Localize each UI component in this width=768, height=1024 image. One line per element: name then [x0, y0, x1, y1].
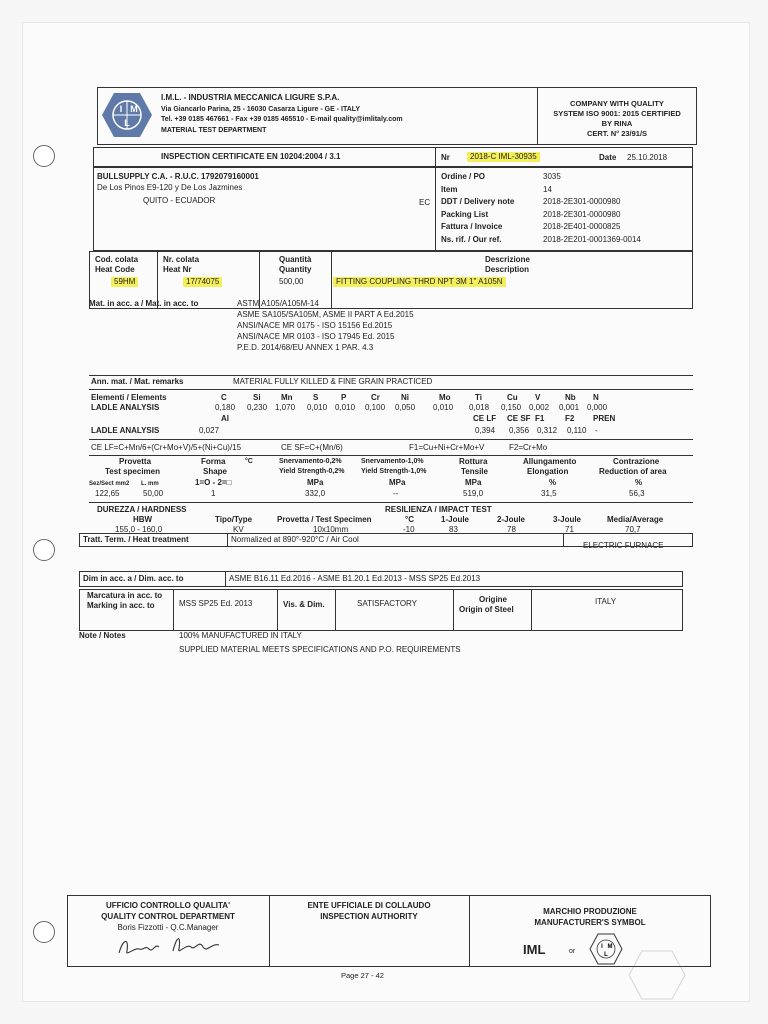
tensile-allungamento: Allungamento	[523, 457, 577, 466]
heat-code-value: 59HM	[111, 277, 138, 287]
material-line: ASTM A105/A105M-14	[237, 299, 319, 308]
notes-line-1: 100% MANUFACTURED IN ITALY	[179, 631, 302, 640]
extra-value: 0,110	[567, 426, 587, 435]
element-value: 0,100	[365, 403, 386, 412]
punch-hole-top	[33, 145, 55, 167]
origin-label-it: Origine	[479, 595, 508, 604]
element-value: 1,070	[275, 403, 296, 412]
item-description: FITTING COUPLING THRD NPT 3M 1" A105N	[333, 277, 506, 287]
dims-div	[225, 571, 226, 587]
mark-or: or	[569, 948, 576, 955]
tensile-forma: Forma	[201, 457, 226, 466]
order-value: 2018-2E301-0000980	[543, 197, 621, 206]
marking-div-2	[277, 589, 278, 631]
extra-header: F2	[565, 414, 575, 423]
element-header: V	[535, 393, 541, 402]
insp-label-en: INSPECTION AUTHORITY	[320, 912, 418, 921]
punch-hole-middle	[33, 539, 55, 561]
remarks-rule-top	[89, 375, 693, 376]
item-div-3	[331, 251, 332, 309]
element-value: 0,018	[469, 403, 490, 412]
tensile-shape: Shape	[203, 467, 228, 476]
al-header: Al	[221, 414, 229, 423]
order-label: Fattura / Invoice	[441, 222, 503, 231]
company-contact: Tel. +39 0185 467661 - Fax +39 0185 465510 - E-mail quality@imlitaly.com	[161, 116, 403, 123]
tensile-yield1-it: Snervamento-1,0%	[361, 458, 424, 465]
heat-treat-label: Tratt. Term. / Heat treatment	[83, 535, 189, 544]
extra-header: F1	[535, 414, 545, 423]
element-value: 0,001	[559, 403, 580, 412]
tensile-sez: Sez/Sect mm2	[89, 481, 130, 487]
element-value: 0,150	[501, 403, 522, 412]
impact-spec-value: 10x10mm	[313, 525, 349, 534]
tensile-contrazione: Contrazione	[613, 457, 660, 466]
impact-j1-label: 1-Joule	[441, 515, 470, 524]
element-header: Ti	[475, 393, 482, 402]
symbol-letter-l: L	[604, 952, 608, 958]
mark-label-it: MARCHIO PRODUZIONE	[543, 907, 637, 916]
element-header: N	[593, 393, 599, 402]
logo-letter-l: L	[124, 118, 130, 128]
element-header: C	[221, 393, 227, 402]
formula-f1: F1=Cu+Ni+Cr+Mo+V	[409, 443, 485, 452]
insp-label-it: ENTE UFFICIALE DI COLLAUDO	[307, 901, 431, 910]
order-label: DDT / Delivery note	[441, 197, 515, 206]
tensile-elong-value: 31,5	[541, 489, 557, 498]
material-label: Mat. in acc. a / Mat. in acc. to	[89, 299, 199, 308]
element-value: 0,180	[215, 403, 236, 412]
order-value: 2018-2E201-0001369-0014	[543, 234, 641, 244]
tensile-yield-value: 332,0	[305, 489, 326, 498]
marking-label-en: Marking in acc. to	[87, 601, 155, 610]
formula-rule	[89, 455, 693, 456]
impact-kv: KV	[233, 525, 244, 534]
order-label: Ns. rif. / Our ref.	[441, 234, 502, 244]
heat-nr-label-en: Heat Nr	[163, 265, 192, 274]
element-header: Mn	[281, 393, 293, 402]
notes-label: Note / Notes	[79, 631, 126, 640]
quality-line-2: SYSTEM ISO 9001: 2015 CERTIFIED	[553, 109, 681, 118]
ladle-analysis-label-2: LADLE ANALYSIS	[91, 426, 160, 435]
impact-c-label: °C	[405, 515, 414, 524]
cert-date-value: 25.10.2018	[627, 153, 668, 162]
tensile-yield-en: Yield Strength-0,2%	[279, 468, 345, 475]
heat-treat-furnace: ELECTRIC FURNACE	[583, 541, 664, 550]
extra-value: 0,312	[537, 426, 558, 435]
marking-box	[79, 589, 683, 631]
tensile-yield1-value: --	[393, 489, 399, 498]
tensile-lmm: L. mm	[141, 481, 159, 487]
tensile-tensile-mpa: MPa	[465, 478, 482, 487]
tensile-elongation: Elongation	[527, 467, 569, 476]
dims-value: ASME B16.11 Ed.2016 - ASME B1.20.1 Ed.2013 - MSS SP25 Ed.2013	[229, 574, 481, 583]
desc-label-en: Description	[485, 265, 530, 274]
tensile-reduction: Reduction of area	[599, 467, 667, 476]
extra-value: 0,356	[509, 426, 530, 435]
remarks-label: Ann. mat. / Mat. remarks	[91, 377, 184, 386]
element-value: 0,050	[395, 403, 416, 412]
certificate-page	[22, 22, 750, 1002]
material-line: ANSI/NACE MR 0103 - ISO 17945 Ed. 2015	[237, 332, 395, 341]
extra-value: 0,394	[475, 426, 496, 435]
tensile-l-value: 50,00	[143, 489, 164, 498]
hardness-hbw: HBW	[133, 515, 153, 524]
page-number: Page 27 - 42	[341, 971, 384, 980]
iml-logo	[101, 91, 153, 139]
company-name: I.M.L. - INDUSTRIA MECCANICA LIGURE S.P.A.	[161, 93, 340, 102]
symbol-letter-i: I	[601, 944, 603, 950]
test-department: MATERIAL TEST DEPARTMENT	[161, 127, 267, 134]
remarks-rule-bottom	[89, 389, 693, 390]
marking-vis: Vis. & Dim.	[283, 600, 325, 609]
tensile-deg: °C	[245, 458, 253, 465]
marking-div-4	[453, 589, 454, 631]
cert-title: INSPECTION CERTIFICATE EN 10204:2004 / 3.1	[161, 152, 341, 161]
impact-avg-label: Media/Average	[607, 515, 664, 524]
footer-div-2	[469, 895, 470, 967]
qty-label-en: Quantity	[279, 265, 312, 274]
element-header: Si	[253, 393, 261, 402]
company-address: Via Giancarlo Parina, 25 - 16030 Casarza Ligure - GE - ITALY	[161, 106, 361, 113]
impact-j1-value: 83	[449, 525, 458, 534]
qc-label-it: UFFICIO CONTROLLO QUALITA'	[106, 901, 230, 910]
element-value: 0,010	[307, 403, 328, 412]
impact-j3-value: 71	[565, 525, 574, 534]
element-header: Mo	[439, 393, 451, 402]
element-header: S	[313, 393, 319, 402]
order-label: Packing List	[441, 209, 489, 219]
extra-header: PREN	[593, 414, 616, 423]
material-line: ASME SA105/SA105M, ASME II PART A Ed.2015	[237, 310, 414, 319]
heat-nr-value: 17/74075	[183, 277, 222, 287]
mark-iml: IML	[523, 942, 546, 957]
order-value: 2018-2E401-0000825	[543, 222, 621, 231]
heat-nr-label-it: Nr. colata	[163, 255, 200, 264]
order-label: Ordine / PO	[441, 172, 486, 181]
origin-value: ITALY	[595, 597, 617, 606]
element-header: P	[341, 393, 347, 402]
hardness-label: DUREZZA / HARDNESS	[97, 505, 187, 514]
marking-result: SATISFACTORY	[357, 599, 418, 608]
order-label: Item	[441, 184, 458, 194]
ladle-analysis-label-1: LADLE ANALYSIS	[91, 403, 160, 412]
customer-city: QUITO - ECUADOR	[143, 196, 216, 205]
impact-c-value: -10	[403, 525, 415, 534]
marking-div-3	[335, 589, 336, 631]
tensile-test-specimen: Test specimen	[105, 467, 160, 476]
notes-line-2: SUPPLIED MATERIAL MEETS SPECIFICATIONS AND P.O. REQUIREMENTS	[179, 645, 461, 654]
desc-label-it: Descrizione	[485, 255, 530, 264]
impact-j3-label: 3-Joule	[553, 515, 582, 524]
tensile-shape-value: 1	[211, 489, 216, 498]
cert-date-label: Date	[599, 153, 617, 162]
impact-spec-label: Provetta / Test Specimen	[277, 515, 372, 524]
cert-nr-value: 2018-C IML-30935	[467, 152, 540, 162]
material-line: P.E.D. 2014/68/EU ANNEX 1 PAR. 4.3	[237, 343, 374, 352]
tensile-shape-opts: 1=O - 2=□	[195, 478, 232, 487]
quality-line-4: CERT. N° 23/91/S	[586, 129, 648, 138]
tensile-rottura: Rottura	[459, 457, 488, 466]
tensile-rule	[89, 502, 693, 503]
origin-label-en: Origin of Steel	[459, 605, 514, 614]
heat-code-label-it: Cod. colata	[95, 255, 139, 264]
element-value: 0,010	[433, 403, 454, 412]
logo-letter-i: I	[119, 104, 123, 114]
heat-treat-div-1	[227, 533, 228, 547]
marking-label-it: Marcatura in acc. to	[87, 591, 163, 600]
quality-line-1: COMPANY WITH QUALITY	[570, 99, 664, 108]
qc-signature	[115, 929, 225, 961]
marking-div-5	[531, 589, 532, 631]
element-header: Cr	[371, 393, 380, 402]
element-value: 0,000	[587, 403, 608, 412]
impact-label: RESILIENZA / IMPACT TEST	[385, 505, 492, 514]
impact-avg-value: 70,7	[625, 525, 641, 534]
tensile-sect-value: 122,65	[95, 489, 120, 498]
element-header: Cu	[507, 393, 518, 402]
customer-name: BULLSUPPLY C.A. - R.U.C. 1792079160001	[97, 172, 259, 181]
iml-symbol-icon	[589, 933, 623, 965]
impact-j2-label: 2-Joule	[497, 515, 526, 524]
impact-j2-value: 78	[507, 525, 516, 534]
tensile-tensile: Tensile	[461, 467, 488, 476]
heat-code-label-en: Heat Code	[95, 265, 135, 274]
remarks-value: MATERIAL FULLY KILLED & FINE GRAIN PRACTICED	[233, 377, 433, 386]
order-value: 2018-2E301-0000980	[543, 209, 621, 219]
formula-ce-lf: CE LF=C+Mn/6+(Cr+Mo+V)/5+(Ni+Cu)/15	[91, 443, 242, 452]
formula-ce-sf: CE SF=C+(Mn/6)	[281, 443, 343, 452]
impact-tipo: Tipo/Type	[215, 515, 253, 524]
customer-divider	[435, 167, 436, 251]
dims-label: Dim in acc. a / Dim. acc. to	[83, 574, 184, 583]
customer-address: De Los Pinos E9-120 y De Los Jazmines	[97, 183, 243, 192]
hardness-value: 155,0 - 160,0	[115, 525, 163, 534]
tensile-yield1-mpa: MPa	[389, 478, 406, 487]
customer-country: EC	[419, 198, 431, 207]
element-value: 0,230	[247, 403, 268, 412]
tensile-yield-mpa: MPa	[307, 478, 324, 487]
element-value: 0,010	[335, 403, 356, 412]
marking-div-1	[173, 589, 174, 631]
elements-label: Elementi / Elements	[91, 393, 167, 402]
element-value: 0,002	[529, 403, 550, 412]
extra-header: CE LF	[473, 414, 497, 423]
tensile-yield1-en: Yield Strength-1,0%	[361, 468, 427, 475]
punch-hole-bottom	[33, 921, 55, 943]
tensile-elong-pct: %	[549, 478, 557, 487]
order-value: 3035	[543, 172, 561, 181]
extra-header: CE SF	[507, 414, 531, 423]
qty-label-it: Quantità	[279, 255, 312, 264]
material-line: ANSI/NACE MR 0175 - ISO 15156 Ed.2015	[237, 321, 393, 330]
watermark-logo	[627, 949, 687, 1001]
qty-value: 500,00	[279, 277, 304, 286]
heat-treat-div-2	[563, 533, 564, 547]
mark-label-en: MANUFACTURER'S SYMBOL	[534, 918, 646, 927]
element-header: Ni	[401, 393, 409, 402]
order-value: 14	[543, 184, 552, 194]
qc-name: Boris Fizzotti - Q.C.Manager	[117, 923, 219, 932]
quality-line-3: BY RINA	[601, 119, 633, 128]
tensile-tensile-value: 519,0	[463, 489, 484, 498]
logo-letter-m: M	[130, 104, 138, 114]
qc-label-en: QUALITY CONTROL DEPARTMENT	[101, 912, 235, 921]
tensile-red-value: 56,3	[629, 489, 645, 498]
tensile-provetta: Provetta	[119, 457, 152, 466]
cert-nr-label: Nr	[441, 153, 450, 162]
al-value: 0,027	[199, 426, 220, 435]
symbol-letter-m: M	[607, 944, 613, 950]
cert-divider	[435, 147, 436, 167]
heat-treat-value: Normalized at 890°-920°C / Air Cool	[231, 535, 359, 544]
marking-std: MSS SP25 Ed. 2013	[179, 599, 253, 608]
extra-value: -	[595, 426, 598, 435]
tensile-yield-it: Snervamento-0,2%	[279, 458, 342, 465]
formula-f2: F2=Cr+Mo	[509, 443, 548, 452]
tensile-red-pct: %	[635, 478, 643, 487]
chem-rule	[89, 439, 693, 440]
element-header: Nb	[565, 393, 576, 402]
